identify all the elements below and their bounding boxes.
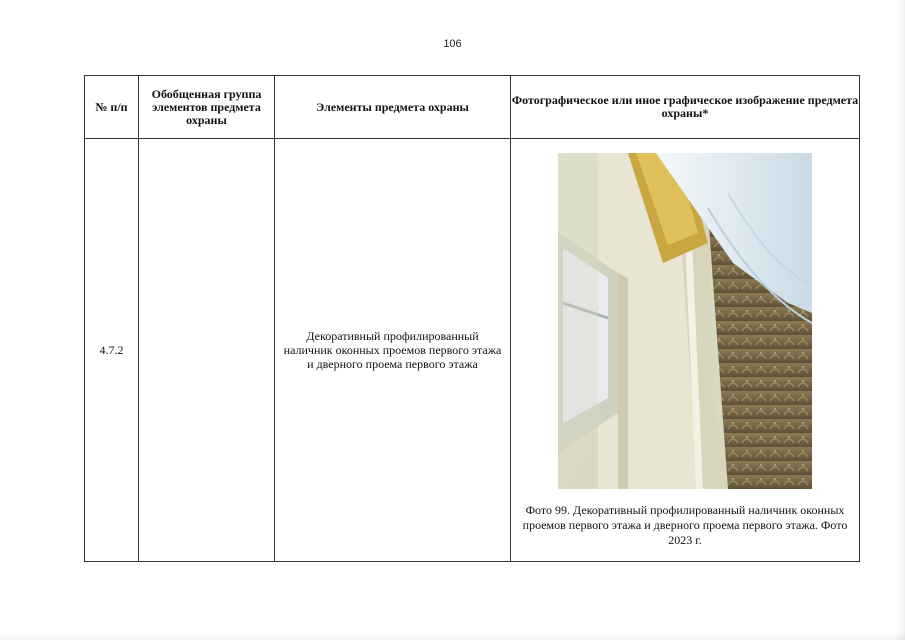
table-row — [85, 139, 860, 562]
header-elements: Элементы предмета охраны — [275, 76, 511, 139]
header-group: Обобщенная группа элементов предмета охраны — [139, 76, 275, 139]
table-header-row — [85, 76, 860, 139]
elements-text: Декоративный профилированный наличник оконных проемов первого этажа и дверного проема первого этажа — [283, 329, 502, 371]
photo-window-frame — [558, 153, 812, 489]
cell-photo — [511, 139, 860, 562]
cell-elements — [275, 139, 511, 562]
heritage-table — [84, 75, 860, 562]
photo-window-frame-icon — [558, 153, 812, 489]
photo-caption: Фото 99. Декоративный профилированный наличник оконных проемов первого этажа и дверного проема первого этажа. Фото 2023 г. — [522, 503, 848, 547]
cell-number: 4.7.2 — [85, 139, 139, 562]
cell-group — [139, 139, 275, 562]
scan-bottom-shadow — [0, 632, 905, 640]
scan-edge-shadow — [895, 0, 905, 640]
header-image: Фотографическое или иное графическое изображение предмета охраны* — [511, 76, 860, 139]
page-number: 106 — [443, 38, 462, 50]
header-number: № п/п — [85, 76, 139, 139]
